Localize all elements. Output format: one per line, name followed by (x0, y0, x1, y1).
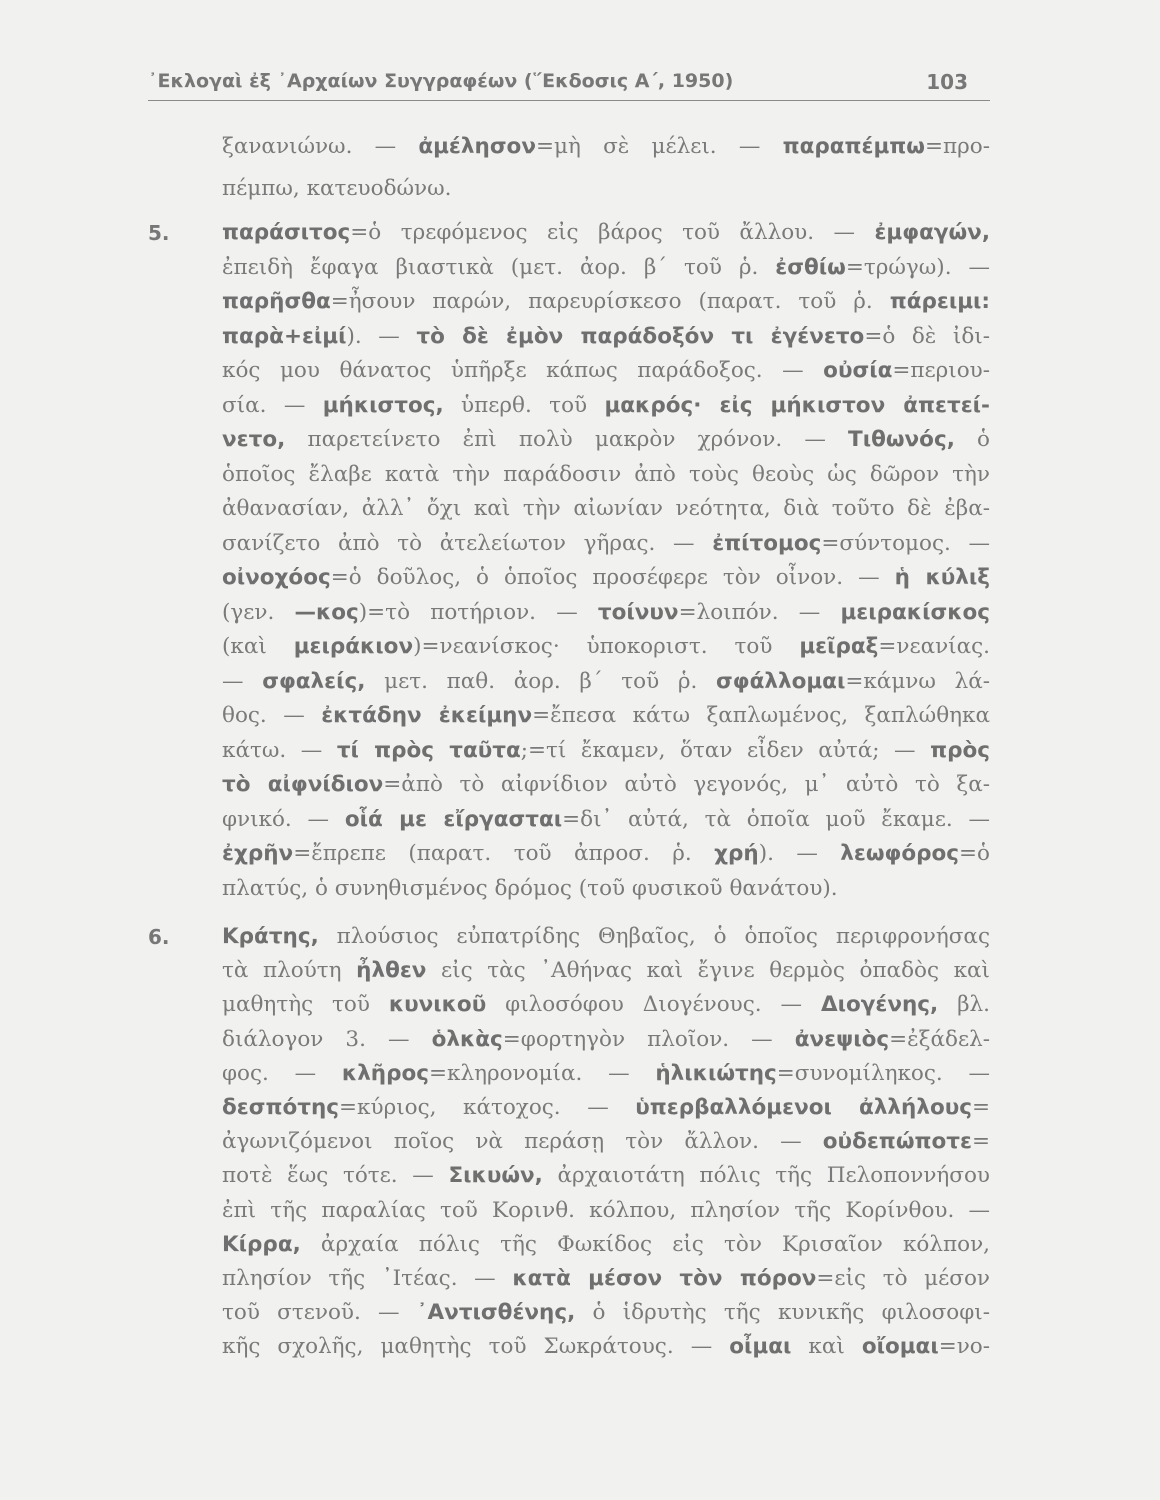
headword: δεσπότης (222, 1095, 340, 1120)
headword: τὸ δὲ ἐμὸν παράδοξόν τι ἐγένετο (416, 323, 865, 349)
section-line: ἐπειδὴ ἔφαγα βιαστικὰ (μετ. ἀορ. β΄ τοῦ ῥ. ἐσθίω=τρώγω). — (222, 254, 990, 280)
headword: ᾽Αντισθένης, (416, 1300, 576, 1326)
headword: ἡλικιώτης (655, 1060, 777, 1086)
headword: Διογένης, (820, 992, 939, 1018)
section-line: Κίρρα, ἀρχαία πόλις τῆς Φωκίδος εἰς τὸν Κρισαῖον κόλπον, (222, 1231, 990, 1257)
headword: μακρός· εἰς μήκιστον ἀπετεί- (604, 392, 990, 418)
headword: κλῆρος (341, 1060, 430, 1086)
section-line: ἐπὶ τῆς παραλίας τοῦ Κορινθ. κόλπου, πλησίον τῆς Κορίνθου. — (222, 1197, 990, 1223)
headword: ἀμέλησον (418, 134, 536, 159)
section-line: τὸ αἰφνίδιον=ἀπὸ τὸ αἰφνίδιον αὐτὸ γεγονός, μ᾽ αὐτὸ τὸ ξα- (222, 772, 990, 797)
headword: οἴομαι (861, 1334, 939, 1360)
headword: μειράκιον (293, 634, 414, 659)
headword: οἶμαι (729, 1334, 792, 1360)
section-line: φνικό. — οἷά με εἴργασται=δι᾽ αὐτά, τὰ ὁποῖα μοῦ ἔκαμε. — (222, 806, 990, 832)
headword: οὐδεπώποτε (822, 1129, 972, 1155)
section-line: παράσιτος=ὁ τρεφόμενος εἰς βάρος τοῦ ἄλλου. — ἐμφαγών, (222, 220, 990, 245)
section-line: παρὰ+εἰμί). — τὸ δὲ ἐμὸν παράδοξόν τι ἐγένετο=ὁ δὲ ἰδι- (222, 323, 990, 349)
headword: Κίρρα, (222, 1231, 301, 1257)
section-number: 6. (148, 925, 170, 949)
headword: κατὰ μέσον τὸν πόρον (512, 1266, 817, 1291)
section-line: — σφαλείς, μετ. παθ. ἀορ. β΄ τοῦ ῥ. σφάλλομαι=κάμνω λά- (222, 668, 990, 694)
section-line: (γεν. —κος)=τὸ ποτήριον. — τοίνυν=λοιπόν. — μειρακίσκος (222, 599, 990, 625)
headword: τὸ αἰφνίδιον (222, 772, 384, 797)
headword: —κος (294, 599, 359, 625)
headword: παράσιτος (222, 220, 351, 245)
intro-line: πέμπω, κατευοδώνω. (222, 175, 452, 201)
headword: ἐπίτομος (712, 530, 822, 556)
intro-line: ξανανιώνω. — ἀμέλησον=μὴ σὲ μέλει. — παραπέμπω=προ- (222, 134, 990, 159)
headword: ἐμφαγών, (874, 220, 990, 245)
headword: οὐσία (823, 358, 893, 383)
headword: σφάλλομαι (716, 668, 846, 694)
headword: ὑπερβαλλόμενοι ἀλλήλους (635, 1095, 972, 1120)
headword: μειρακίσκος (840, 599, 990, 625)
section-line: ὁποῖος ἔλαβε κατὰ τὴν παράδοσιν ἀπὸ τοὺς θεοὺς ὡς δῶρον τὴν (222, 461, 990, 487)
headword: λεωφόρος (840, 841, 960, 866)
headword: παρῆσθα (222, 289, 331, 314)
section-line: νετο, παρετείνετο ἐπὶ πολὺ μακρὸν χρόνον. — Τιθωνός, ὁ (222, 427, 990, 452)
section-line: ἐχρῆν=ἔπρεπε (παρατ. τοῦ ἀπροσ. ῥ. χρή). — λεωφόρος=ὁ (222, 841, 990, 866)
section-line: πλησίον τῆς ᾽Ιτέας. — κατὰ μέσον τὸν πόρον=εἰς τὸ μέσον (222, 1266, 990, 1291)
headword: οἷά με εἴργασται (344, 806, 563, 832)
section-line: ἀγωνιζόμενοι ποῖος νὰ περάσῃ τὸν ἄλλον. — οὐδεπώποτε= (222, 1129, 990, 1155)
section-line: τὰ πλούτη ἦλθεν εἰς τὰς ᾽Αθήνας καὶ ἔγινε θερμὸς ὀπαδὸς καὶ (222, 958, 990, 984)
headword: ἐσθίω (775, 254, 846, 280)
section-line: δεσπότης=κύριος, κάτοχος. — ὑπερβαλλόμενοι ἀλλήλους= (222, 1095, 990, 1120)
headword: μήκιστος, (322, 392, 444, 418)
section-line: φος. — κλῆρος=κληρονομία. — ἡλικιώτης=συνομίληκος. — (222, 1060, 990, 1086)
headword: ἀνεψιὸς (794, 1026, 890, 1052)
section-line: κάτω. — τί πρὸς ταῦτα;=τί ἔκαμεν, ὅταν εἶδεν αὐτά; — πρὸς (222, 737, 991, 763)
headword: παρὰ+εἰμί (222, 323, 347, 349)
headword: κυνικοῦ (388, 992, 487, 1018)
section-line: διάλογον 3. — ὁλκὰς=φορτηγὸν πλοῖον. — ἀνεψιὸς=ἐξάδελ- (222, 1026, 991, 1052)
running-header-title: ᾽Εκλογαὶ ἐξ ᾽Αρχαίων Συγγραφέων (῞Εκδοσις Α΄, 1950) (148, 70, 734, 92)
headword: ἡ κύλιξ (894, 565, 990, 590)
headword: πάρειμι: (889, 289, 990, 314)
headword: ἐχρῆν (222, 841, 294, 866)
headword: Τιθωνός, (848, 427, 955, 452)
section-number: 5. (148, 221, 170, 245)
headword: οἰνοχόος (222, 565, 331, 590)
headword: Σικυών, (448, 1163, 543, 1189)
section-line: σία. — μήκιστος, ὑπερθ. τοῦ μακρός· εἰς μήκιστον ἀπετεί- (222, 392, 990, 418)
headword: νετο, (222, 427, 286, 452)
headword: χρή (714, 841, 759, 866)
section-line: πλατύς, ὁ συνηθισμένος δρόμος (τοῦ φυσικοῦ θανάτου). (222, 875, 838, 901)
section-line: (καὶ μειράκιον)=νεανίσκος· ὑποκοριστ. τοῦ μεῖραξ=νεανίας. (222, 634, 991, 659)
section-line: θος. — ἐκτάδην ἐκείμην=ἔπεσα κάτω ξαπλωμένος, ξαπλώθηκα (222, 703, 990, 728)
headword: παραπέμπω (782, 134, 925, 159)
section-line: κός μου θάνατος ὑπῆρξε κάπως παράδοξος. — οὐσία=περιου- (222, 358, 990, 383)
headword: τί πρὸς ταῦτα (336, 737, 521, 763)
section-line: σανίζετο ἀπὸ τὸ ἀτελείωτον γῆρας. — ἐπίτομος=σύντομος. — (222, 530, 990, 556)
headword: μεῖραξ (799, 634, 879, 659)
section-line: οἰνοχόος=ὁ δοῦλος, ὁ ὁποῖος προσέφερε τὸν οἶνον. — ἡ κύλιξ (222, 565, 990, 590)
headword: ὁλκὰς (431, 1026, 503, 1052)
section-line: Κράτης, πλούσιος εὐπατρίδης Θηβαῖος, ὁ ὁποῖος περιφρονήσας (222, 924, 990, 949)
headword: Κράτης, (222, 924, 319, 949)
headword: ἐκτάδην ἐκείμην (321, 703, 533, 728)
headword: σφαλείς, (262, 668, 366, 694)
running-header (148, 66, 990, 101)
section-line: κῆς σχολῆς, μαθητὴς τοῦ Σωκράτους. — οἶμαι καὶ οἴομαι=νο- (222, 1334, 990, 1360)
section-line: τοῦ στενοῦ. — ᾽Αντισθένης, ὁ ἱδρυτὴς τῆς κυνικῆς φιλοσοφι- (222, 1300, 990, 1326)
section-line: ποτὲ ἕως τότε. — Σικυών, ἀρχαιοτάτη πόλις τῆς Πελοποννήσου (222, 1163, 990, 1189)
headword: ἦλθεν (356, 958, 427, 984)
section-line: μαθητὴς τοῦ κυνικοῦ φιλοσόφου Διογένους. — Διογένης, βλ. (222, 992, 990, 1018)
headword: τοίνυν (597, 599, 679, 625)
headword: πρὸς (930, 737, 991, 763)
section-line: ἀθανασίαν, ἀλλ᾽ ὄχι καὶ τὴν αἰωνίαν νεότητα, διὰ τοῦτο δὲ ἐβα- (222, 496, 990, 521)
page-number: 103 (926, 70, 968, 94)
section-line: παρῆσθα=ἦσουν παρών, παρευρίσκεσο (παρατ. τοῦ ῥ. πάρειμι: (222, 289, 990, 314)
